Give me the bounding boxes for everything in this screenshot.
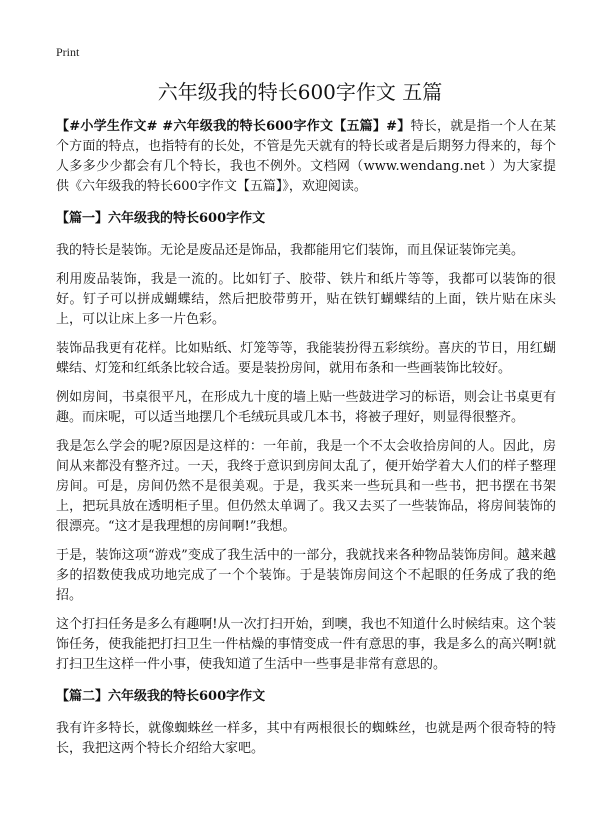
section1-paragraph: 于是，装饰这项“游戏”变成了我生活中的一部分，我就找来各种物品装饰房间。越来越多的招数使我成功地完成了一个个装饰。于是装饰房间这个不起眼的任务成了我的绝招。	[56, 548, 556, 603]
section1-paragraph: 这个打扫任务是多么有趣啊!从一次打扫开始，到噢，我也不知道什么时候结束。这个装饰任务，使我能把打扫卫生一件枯燥的事情变成一件有意思的事，我是多么的高兴啊!就打扫卫生这样一件小事，使我知道了生活中一些事是非常有意思的。	[56, 617, 556, 672]
section1-paragraph: 我是怎么学会的呢?原因是这样的：一年前，我是一个不太会收拾房间的人。因此，房间从来都没有整齐过。一天，我终于意识到房间太乱了，便开始学着大人们的样子整理房间。可是，房间仍然不是很美观。于是，我买来一些玩具和一些书，把书摆在书架上，把玩具放在透明柜子里。但仍然太单调了。我又去买了一些装饰品，将房间装饰的很漂亮。“这才是我理想的房间啊!”我想。	[56, 439, 556, 534]
section1-paragraph: 利用废品装饰，我是一流的。比如钉子、胶带、铁片和纸片等等，我都可以装饰的很好。钉子可以拼成蝴蝶结，然后把胶带剪开，贴在铁钉蝴蝶结的上面，铁片贴在床头上，可以让床上多一片色彩。	[56, 272, 556, 327]
section1-paragraph: 例如房间，书桌很平凡，在形成九十度的墙上贴一些鼓进学习的标语，则会让书桌更有趣。而床呢，可以适当地摆几个毛绒玩具或几本书，将被子理好，则显得很整齐。	[56, 390, 556, 425]
intro-text: 特长，就是指一个人在某个方面的特点，也指特有的长处，不管是先天就有的特长或者是后期努力得来的，每个人多多少少都会有几个特长，我也不例外。文档网（www.wendang.net ）为大家提供《六年级我的特长600字作文【五篇】》，欢迎阅读。	[56, 119, 556, 194]
intro-paragraph	[56, 117, 556, 197]
section1-paragraph: 我的特长是装饰。无论是废品还是饰品，我都能用它们装饰，而且保证装饰完美。	[56, 243, 525, 258]
intro-bold-tag: 【#小学生作文# #六年级我的特长600字作文【五篇】#】	[56, 119, 411, 134]
document-body	[56, 117, 556, 768]
section2-paragraph: 我有许多特长，就像蜘蛛丝一样多，其中有两根很长的蜘蛛丝，也就是两个很奇特的特长，我把这两个特长介绍给大家吧。	[56, 721, 556, 756]
section1-paragraph: 装饰品我更有花样。比如贴纸、灯笼等等，我能装扮得五彩缤纷。喜庆的节日，用红蝴蝶结、灯笼和红纸条比较合适。要是装扮房间，就用布条和一些画装饰比较好。	[56, 341, 556, 376]
section-heading-2: 【篇二】六年级我的特长600字作文	[56, 689, 266, 704]
section-heading-1: 【篇一】六年级我的特长600字作文	[56, 211, 266, 226]
document-title: 六年级我的特长600字作文 五篇	[157, 80, 443, 104]
print-label: Print	[56, 45, 80, 59]
